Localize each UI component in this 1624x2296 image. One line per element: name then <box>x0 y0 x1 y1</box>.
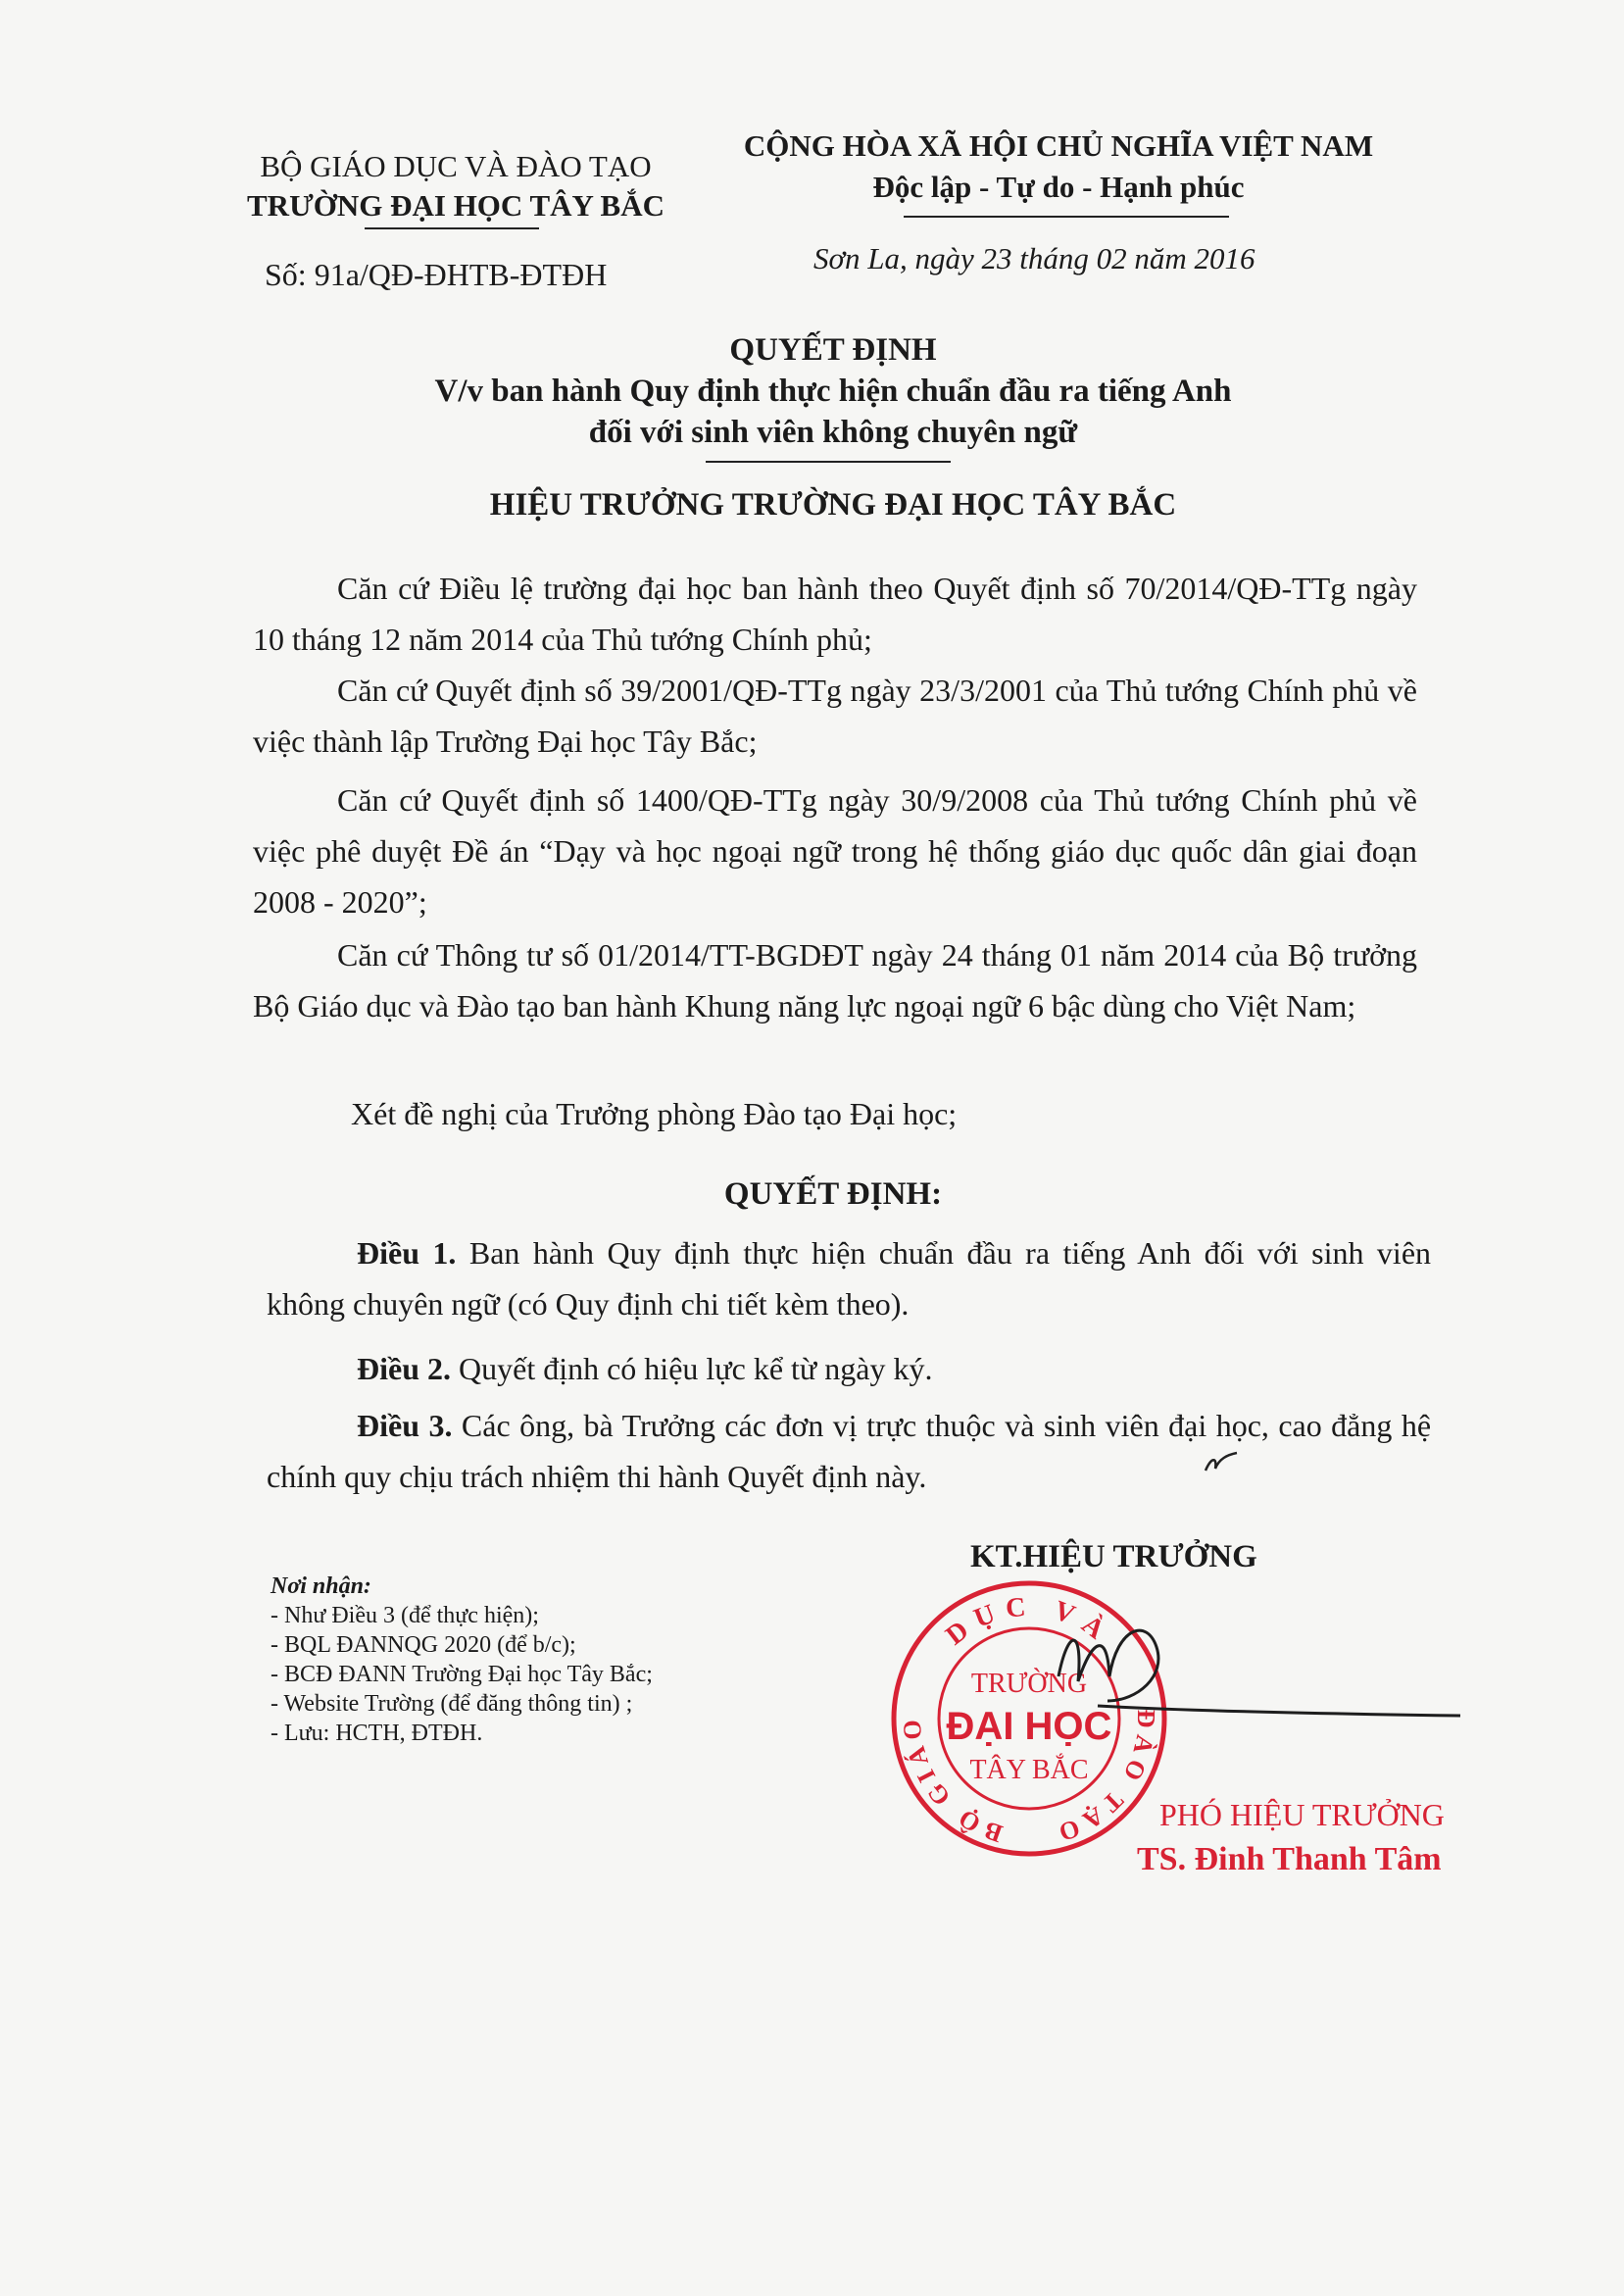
article-1 <box>267 1227 1431 1329</box>
article-text: Ban hành Quy định thực hiện chuẩn đầu ra tiếng Anh đối với sinh viên không chuyên ngữ (có Quy định chi tiết kèm theo). <box>267 1235 1432 1322</box>
decision-heading: QUYẾT ĐỊNH: <box>723 1176 943 1212</box>
article-label: Điều 3. <box>357 1408 453 1443</box>
basis-paragraph: Căn cứ Thông tư số 01/2014/TT-BGDĐT ngày 24 tháng 01 năm 2014 của Bộ trưởng Bộ Giáo dục và Đào tạo ban hành Khung năng lực ngoại ngữ 6 bậc dùng cho Việt Nam; <box>253 937 1417 1023</box>
basis-paragraph: Căn cứ Quyết định số 1400/QĐ-TTg ngày 30/9/2008 của Thủ tướng Chính phủ về việc phê duyệt Đề án “Dạy và học ngoại ngữ trong hệ thống giáo dục quốc dân giai đoạn 2008 - 2020”; <box>253 782 1417 920</box>
national-motto: Độc lập - Tự do - Hạnh phúc <box>872 170 1245 204</box>
basis-paragraph: Căn cứ Điều lệ trường đại học ban hành theo Quyết định số 70/2014/QĐ-TTg ngày 10 tháng 12 năm 2014 của Thủ tướng Chính phủ; <box>253 571 1417 657</box>
stamp-text: TRƯỜNG <box>970 1669 1088 1699</box>
recipient-item: - Như Điều 3 (để thực hiện); <box>271 1603 539 1628</box>
issuer-underline <box>365 227 539 229</box>
stamp-text: BỘ GIÁO <box>897 1713 1007 1849</box>
republic-name: CỘNG HÒA XÃ HỘI CHỦ NGHĨA VIỆT NAM <box>743 128 1374 163</box>
document-title: QUYẾT ĐỊNH <box>729 332 937 368</box>
title-underline <box>706 461 951 463</box>
university-name: TRƯỜNG ĐẠI HỌC TÂY BẮC <box>247 188 664 223</box>
handwritten-signature <box>1039 1608 1470 1745</box>
stamp-text: ĐÀO TẠO <box>1050 1709 1161 1849</box>
recipients-heading: Nơi nhận: <box>271 1573 371 1599</box>
article-label: Điều 1. <box>357 1235 457 1271</box>
document-date: Sơn La, ngày 23 tháng 02 năm 2016 <box>813 241 1255 275</box>
national-header <box>715 125 1402 208</box>
basis-paragraph: Căn cứ Quyết định số 39/2001/QĐ-TTg ngày 23/3/2001 của Thủ tướng Chính phủ về việc thành lập Trường Đại học Tây Bắc; <box>253 673 1417 759</box>
authority-title: HIỆU TRƯỞNG TRƯỜNG ĐẠI HỌC TÂY BẮC <box>489 487 1177 523</box>
article-text: Các ông, bà Trưởng các đơn vị trực thuộc và sinh viên đại học, cao đẳng hệ chính quy chịu trách nhiệm thi hành Quyết định này. <box>267 1408 1432 1494</box>
ministry-name: BỘ GIÁO DỤC VÀ ĐÀO TẠO <box>260 149 652 183</box>
recipient-item: - Lưu: HCTH, ĐTĐH. <box>271 1721 483 1746</box>
article-2 <box>267 1343 1431 1394</box>
stamp-text: DỤC VÀ <box>940 1591 1118 1652</box>
signer-title: KT.HIỆU TRƯỞNG <box>970 1539 1257 1574</box>
article-text: Quyết định có hiệu lực kể từ ngày ký. <box>459 1351 933 1386</box>
article-label: Điều 2. <box>357 1351 451 1386</box>
signer-name: TS. Đinh Thanh Tâm <box>1137 1841 1442 1877</box>
recipients-block <box>271 1572 819 1748</box>
stamp-text: ĐẠI HỌC <box>946 1705 1112 1748</box>
document-number: Số: 91a/QĐ-ĐHTB-ĐTĐH <box>265 257 608 292</box>
stamp-text: TÂY BẮC <box>969 1755 1089 1785</box>
basis-paragraph: Xét đề nghị của Trưởng phòng Đào tạo Đại học; <box>351 1096 958 1131</box>
signer-position: PHÓ HIỆU TRƯỞNG <box>1159 1797 1445 1832</box>
subject-line-1: V/v ban hành Quy định thực hiện chuẩn đầu ra tiếng Anh <box>434 374 1232 409</box>
initial-mark-icon <box>1202 1449 1241 1478</box>
subject-line-2: đối với sinh viên không chuyên ngữ <box>588 415 1078 450</box>
recipient-item: - BQL ĐANNQG 2020 (để b/c); <box>271 1632 576 1658</box>
article-3 <box>267 1400 1431 1502</box>
issuer-block <box>225 147 686 225</box>
recipient-item: - BCĐ ĐANN Trường Đại học Tây Bắc; <box>271 1662 653 1687</box>
motto-underline <box>904 216 1229 218</box>
recipient-item: - Website Trường (để đăng thông tin) ; <box>271 1691 633 1717</box>
